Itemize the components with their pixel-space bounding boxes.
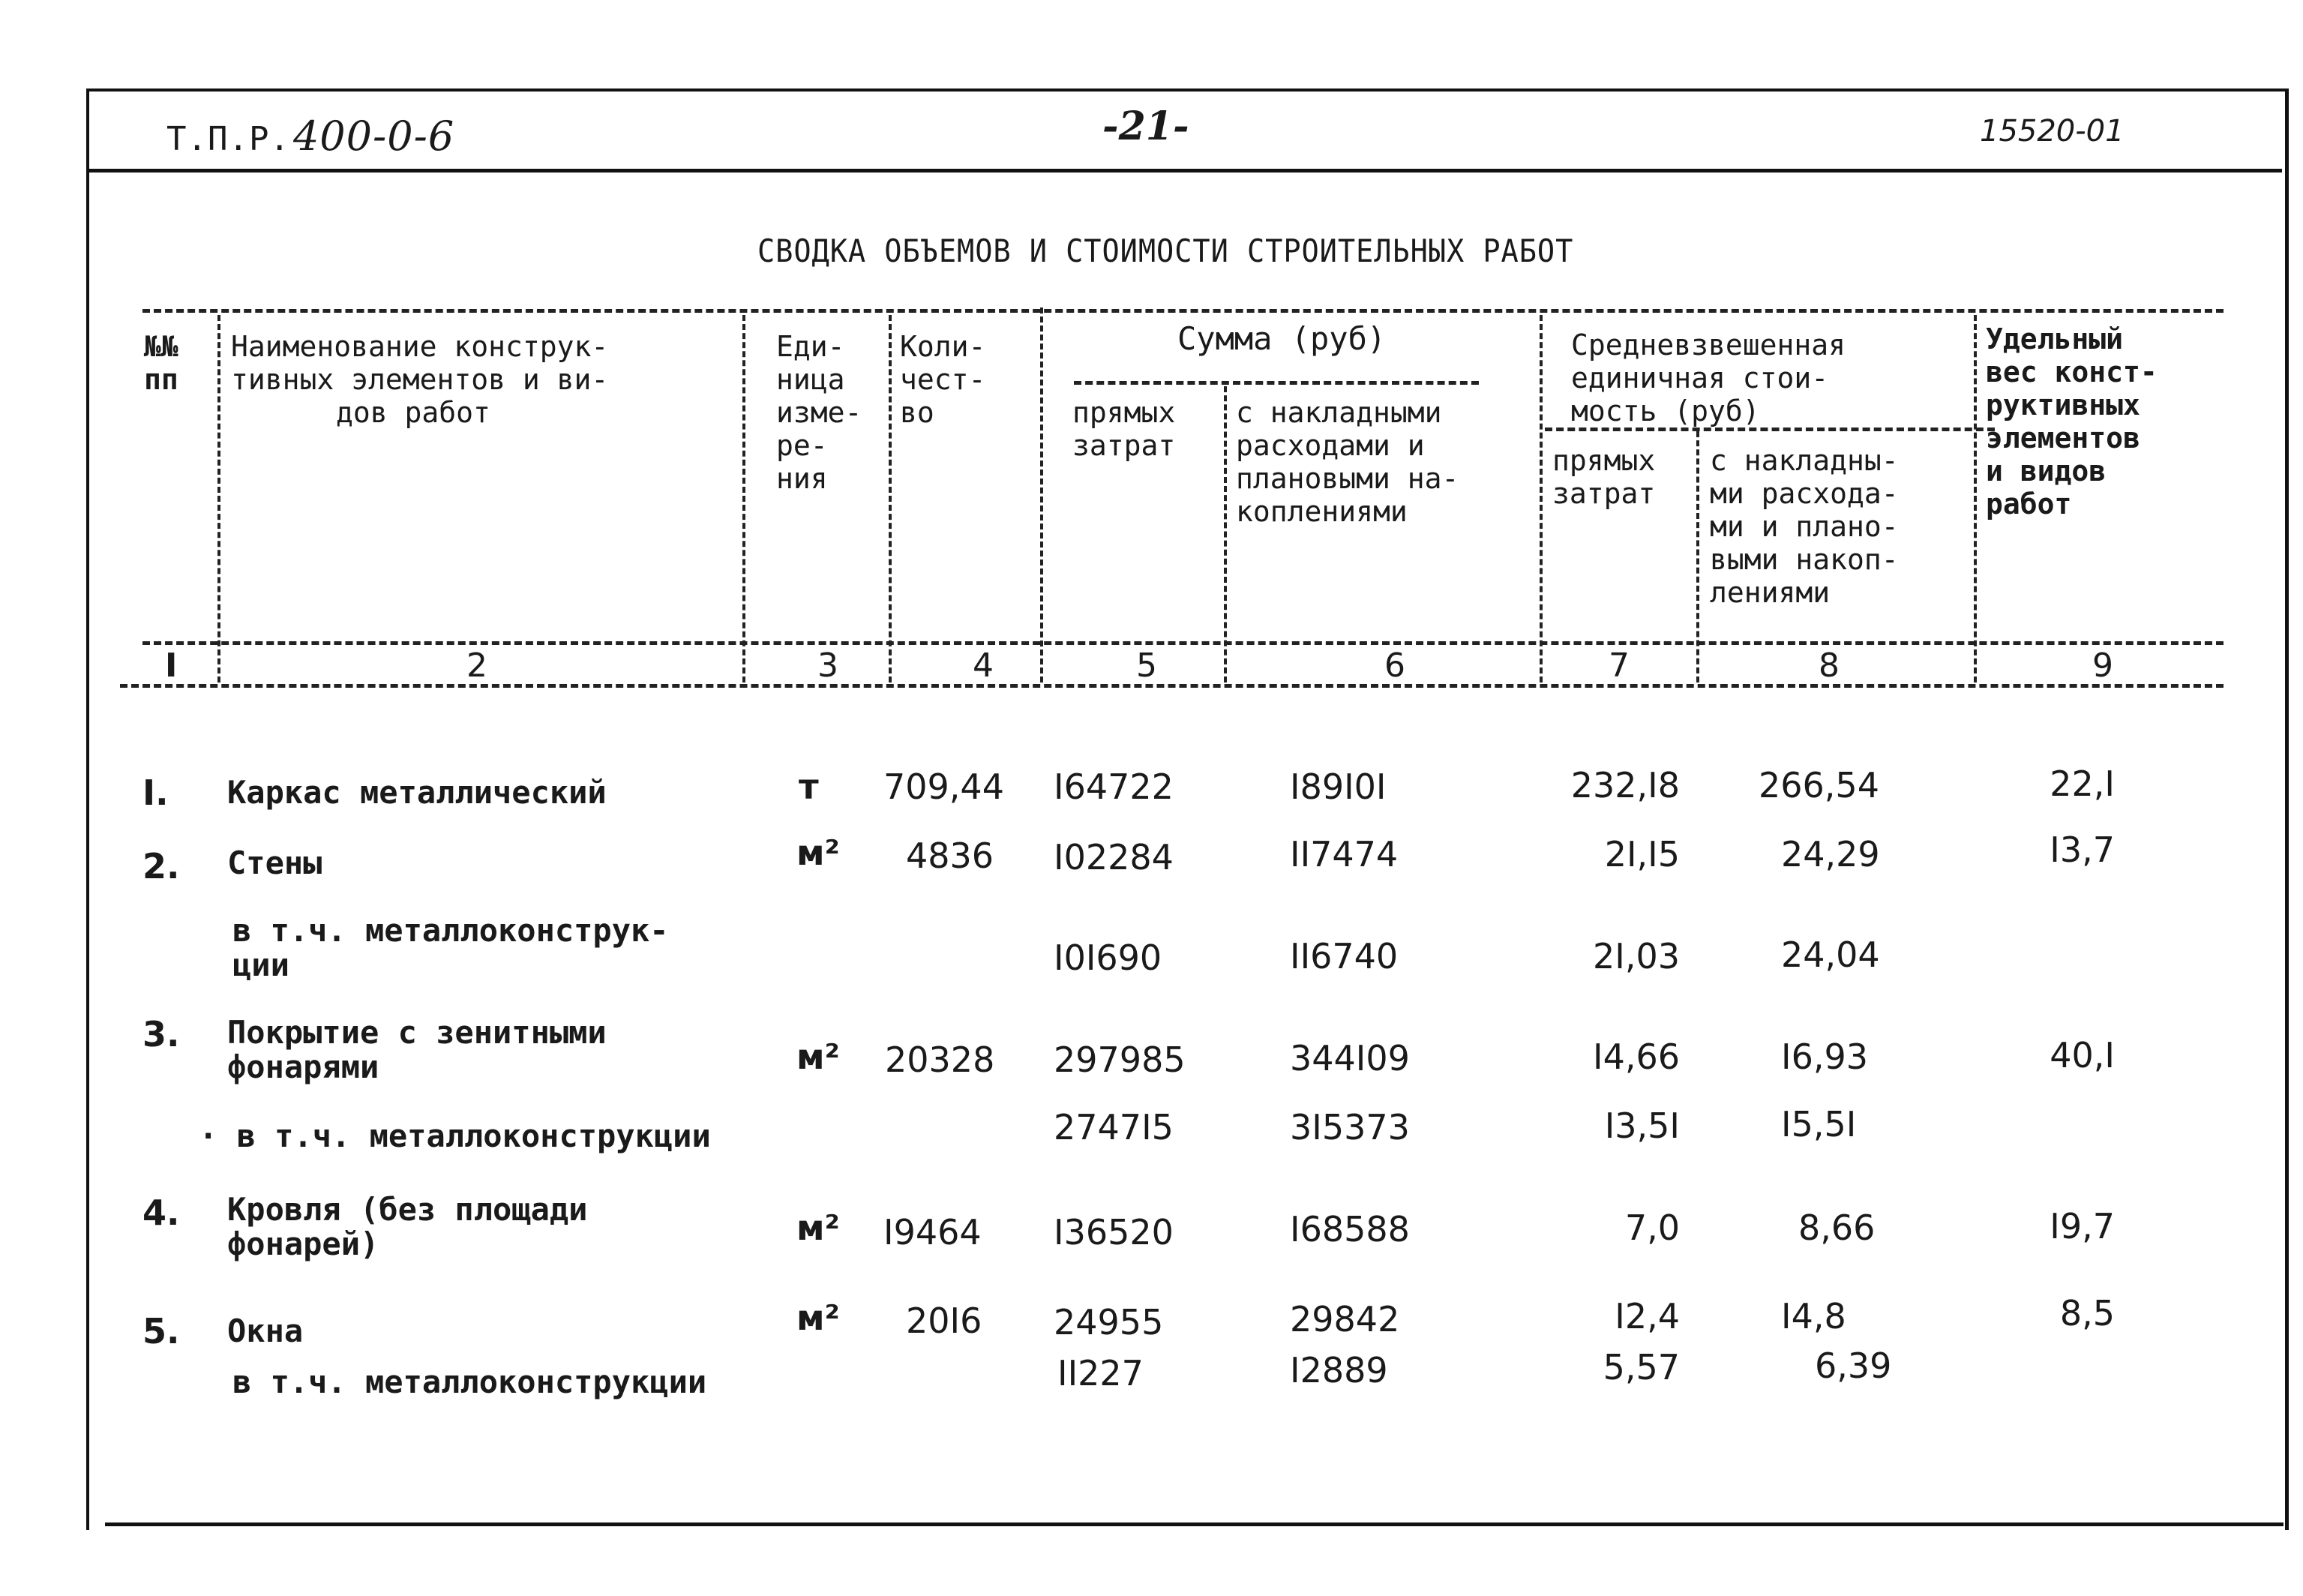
column-number-1: I [165, 646, 178, 685]
row-qty: 709,44 [883, 766, 1004, 807]
col-divider-4 [1040, 308, 1043, 682]
header-col-7: прямых затрат [1552, 444, 1656, 510]
header-bottom-rule [142, 641, 2224, 645]
sum-group-rule [1074, 381, 1479, 385]
row-qty: 4836 [906, 836, 994, 876]
header-col-5: прямых затрат [1072, 396, 1176, 462]
row-unit-direct: I2,4 [1615, 1296, 1680, 1336]
row-number: 4. [142, 1192, 180, 1233]
row-name: Стены [227, 844, 322, 881]
header-divider [89, 169, 2282, 172]
header-col-1: №№ пп [144, 330, 178, 396]
column-number-6: 6 [1384, 646, 1405, 685]
row-qty: 20I6 [906, 1300, 982, 1341]
header-sum-group: Сумма (руб) [1177, 320, 1387, 357]
header-col-8: с накладны- ми расхода- ми и плано- выми накоп- лениями [1710, 444, 1899, 609]
row-overhead: 29842 [1290, 1299, 1400, 1340]
col-divider-3 [889, 315, 892, 682]
column-number-8: 8 [1819, 646, 1840, 685]
column-number-2: 2 [466, 646, 487, 685]
avg-group-rule [1545, 428, 1995, 431]
col-divider-5 [1224, 386, 1227, 682]
row-overhead: 344I09 [1290, 1038, 1410, 1078]
row-weight: I9,7 [2050, 1206, 2115, 1246]
row-unit: т [799, 766, 819, 807]
row-overhead: I89I0I [1290, 766, 1387, 807]
row-unit-overhead: 266,54 [1759, 765, 1879, 806]
row-overhead: I68588 [1290, 1209, 1410, 1250]
column-number-4: 4 [973, 646, 994, 685]
column-number-9: 9 [2092, 646, 2113, 685]
row-overhead: I2889 [1290, 1350, 1388, 1390]
row-unit-direct: 5,57 [1603, 1347, 1680, 1388]
row-name: · в т.ч. металлоконструкции [199, 1118, 711, 1154]
row-qty: 20328 [885, 1040, 995, 1080]
header-col-6: с накладными расходами и плановыми на- коплениями [1236, 396, 1459, 528]
row-name: Покрытие с зенитными фонарями [227, 1014, 607, 1085]
row-unit: м² [796, 832, 840, 873]
header-avg-group: Средневзвешенная единичная стои- мость (руб) [1571, 328, 1846, 428]
row-unit-direct: 7,0 [1624, 1208, 1680, 1248]
document-title: СВОДКА ОБЪЕМОВ И СТОИМОСТИ СТРОИТЕЛЬНЫХ РАБОТ [757, 232, 1574, 269]
row-direct: 24955 [1054, 1302, 1164, 1342]
row-number: 5. [142, 1311, 180, 1352]
table-top-rule [142, 309, 2224, 313]
row-direct: I0I690 [1054, 938, 1162, 978]
project-code: 400-0-6 [292, 112, 455, 160]
row-unit-overhead: 8,66 [1798, 1208, 1876, 1248]
row-weight: I3,7 [2050, 830, 2115, 870]
row-direct: I36520 [1054, 1212, 1174, 1252]
row-unit-overhead: I6,93 [1781, 1036, 1868, 1077]
row-direct: 2747I5 [1054, 1107, 1174, 1148]
row-direct: II227 [1057, 1353, 1144, 1394]
row-direct: I64722 [1054, 766, 1174, 807]
row-number: I. [142, 772, 169, 813]
col-divider-8 [1974, 315, 1977, 682]
row-name: Кровля (без площади фонарей) [227, 1191, 588, 1262]
document-code: 15520-01 [1980, 114, 2125, 148]
col-divider-2 [742, 315, 745, 682]
row-unit-direct: 2I,I5 [1604, 834, 1680, 874]
row-unit-overhead: I5,5I [1781, 1104, 1857, 1144]
row-overhead: II7474 [1290, 834, 1399, 874]
row-unit-overhead: 6,39 [1815, 1346, 1892, 1386]
row-unit: м² [796, 1298, 840, 1338]
header-col-2: Наименование конструк- тивных элементов и ви- дов работ [231, 330, 609, 429]
column-number-rule [120, 684, 2224, 688]
row-name: Каркас металлический [227, 774, 607, 811]
row-direct: I02284 [1054, 837, 1174, 878]
row-number: 3. [142, 1014, 180, 1054]
row-unit: м² [796, 1208, 840, 1248]
row-overhead: 3I5373 [1290, 1107, 1410, 1148]
row-unit-direct: I4,66 [1593, 1036, 1680, 1077]
col-divider-1 [217, 315, 220, 682]
header-col-3: Еди- ница изме- ре- ния [776, 330, 862, 495]
column-number-5: 5 [1136, 646, 1157, 685]
row-unit-direct: 2I,03 [1593, 936, 1680, 976]
column-number-7: 7 [1609, 646, 1630, 685]
row-unit-overhead: 24,29 [1781, 834, 1880, 874]
header-col-9: Удельный вес конст- руктивных элементов и видов работ [1986, 322, 2158, 520]
row-unit-overhead: 24,04 [1781, 934, 1880, 975]
row-unit-direct: 232,I8 [1570, 765, 1680, 806]
row-weight: 40,I [2050, 1035, 2115, 1076]
row-unit-direct: I3,5I [1604, 1106, 1680, 1146]
project-reference [166, 112, 454, 160]
bottom-border [105, 1522, 2284, 1526]
col-divider-6 [1540, 315, 1543, 682]
row-direct: 297985 [1054, 1040, 1186, 1080]
row-weight: 8,5 [2059, 1293, 2115, 1334]
row-unit-overhead: I4,8 [1781, 1296, 1846, 1336]
row-number: 2. [142, 846, 180, 886]
row-name: в т.ч. металлоконструкции [232, 1364, 707, 1400]
row-unit: м² [796, 1036, 840, 1077]
row-weight: 22,I [2050, 764, 2115, 804]
header-col-4: Коли- чест- во [900, 330, 986, 429]
row-name: Окна [227, 1312, 304, 1349]
col-divider-7 [1696, 431, 1699, 682]
row-overhead: II6740 [1290, 936, 1399, 976]
row-qty: I9464 [883, 1212, 982, 1252]
column-number-3: 3 [817, 646, 838, 685]
page-number: -21- [1102, 104, 1189, 149]
row-name: в т.ч. металлоконструк- ции [232, 912, 669, 983]
project-label: Т.П.Р. [166, 120, 290, 158]
